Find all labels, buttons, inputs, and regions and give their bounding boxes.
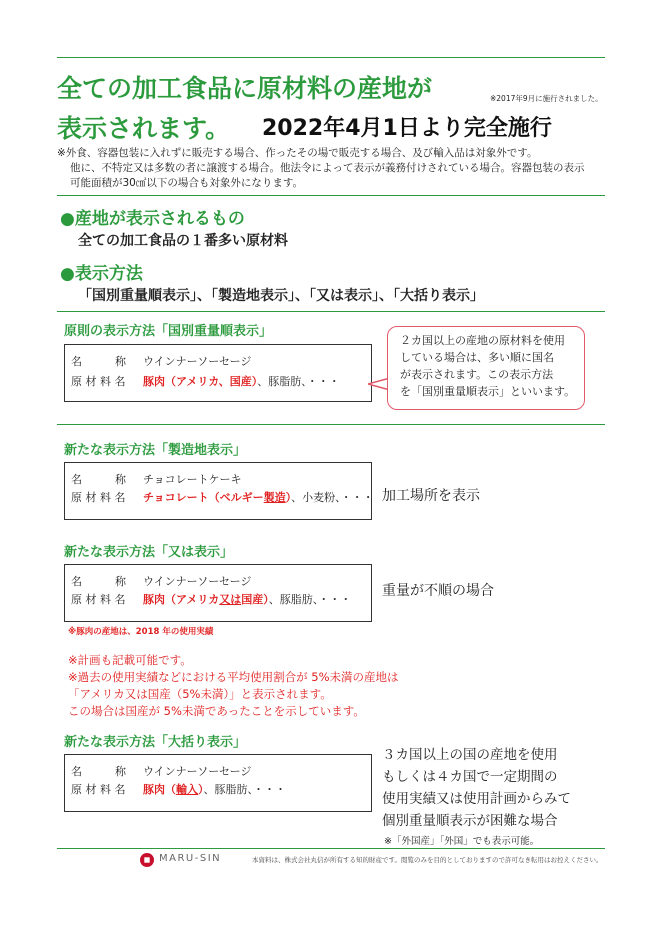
label-ingredients-caption: 原 材 料 名 [71,375,126,388]
example4-small-note: ※「外国産」「外国」でも表示可能。 [384,836,540,847]
label-ingredients-caption: 原 材 料 名 [71,491,126,504]
label-name-row [71,471,241,487]
section-method-heading: ●表示方法 [60,264,143,284]
copyright-notice: 本資料は、株式会社丸信が所有する知的財産です。閲覧のみを目的としておりますので許可なき転用はお控えください。 [252,856,603,864]
example2-note: 加工場所を表示 [382,488,480,504]
example3-label-box [64,564,372,622]
label-ingredients-row [71,591,351,607]
label-ingredients-row [71,489,374,505]
origin-highlight: 豚肉（輸入） [143,783,204,796]
label-ingredients-caption: 原 材 料 名 [71,783,126,796]
example1-heading: 原則の表示方法「国別重量順表示」 [64,324,273,339]
exclusion-line-2: 他に、不特定又は多数の者に譲渡する場合。他法令によって表示が義務付けされている場合。容器包装の表示 [70,162,585,174]
label-name-row [71,353,251,369]
label-ingredients-caption: 原 材 料 名 [71,593,126,606]
example4-label-box [64,754,372,812]
red-note-line: ※過去の使用実績などにおける平均使用割合が 5%未満の産地は [68,670,399,684]
section-divider-1 [57,311,605,312]
callout-line: している場合は、多い順に国名 [400,351,554,364]
exclusion-line-3: 可能面積が30㎠以下の場合も対象外になります。 [70,177,304,189]
section-origin-heading: ●産地が表示されるもの [60,209,245,229]
example4-note-line: 使用実績又は使用計画からみて [382,791,571,807]
label-ingredients-row [71,781,286,797]
product-name: チョコレートケーキ [143,473,242,486]
example2-heading: 新たな表示方法「製造地表示」 [64,443,247,458]
enforcement-date: 2022年4月1日より完全施行 [262,116,552,141]
ingredients-rest: 、豚脂肪、・・・ [203,783,286,796]
section-origin-body: 全ての加工食品の１番多い原材料 [78,233,288,249]
label-name-row [71,763,251,779]
origin-keyword: 輸入 [176,783,198,796]
company-logo [140,852,154,866]
label-name-caption: 名 称 [71,473,126,486]
red-note-line: この場合は国産が 5%未満であったことを示しています。 [68,704,365,718]
origin-highlight: 豚肉（アメリカ又は国産） [143,593,269,606]
callout-line: ２カ国以上の産地の原材料を使用 [400,334,565,347]
origin-highlight: チョコレート（ベルギー製造） [143,491,292,504]
red-note-line: 「アメリカ又は国産（5%未満）」と表示されます。 [68,687,332,701]
example3-note: 重量が不順の場合 [382,583,494,599]
callout-text [400,332,575,400]
label-name-caption: 名 称 [71,575,126,588]
header-divider [57,195,605,196]
callout-line: を「国別重量順表示」といいます。 [400,385,576,398]
example4-note-line: もしくは４カ国で一定期間の [382,769,558,785]
callout-box [387,326,585,410]
example4-note [382,744,571,832]
page-title-line1: 全ての加工食品に原材料の産地が [57,74,433,103]
origin-keyword: 製造 [263,491,286,504]
ingredients-rest: 、豚脂肪、・・・ [257,375,340,388]
label-ingredients-row [71,373,340,389]
product-name: ウインナーソーセージ [143,765,252,778]
page-title-line2: 表示されます。 [57,114,231,143]
example3-heading: 新たな表示方法「又は表示」 [64,545,234,560]
example4-heading: 新たな表示方法「大括り表示」 [64,735,247,750]
red-notes [68,652,399,720]
exclusion-line-1: ※外食、容器包装に入れずに販売する場合、作ったその場で販売する場合、及び輸入品は対象外です。 [57,147,538,159]
footer-divider [57,848,605,849]
example2-label-box [64,462,372,520]
ingredients-rest: 、小麦粉、・・・ [291,491,374,504]
product-name: ウインナーソーセージ [143,355,252,368]
origin-keyword: 又は [219,593,242,606]
callout-line: が表示されます。この表示方法 [400,368,554,381]
example1-label-box [64,344,372,402]
product-name: ウインナーソーセージ [143,575,252,588]
label-name-row [71,573,251,589]
ingredients-rest: 、豚脂肪、・・・ [268,593,352,606]
red-note-line: ※計画も記載可能です。 [68,653,192,667]
section-divider-2 [57,424,605,425]
company-logo-text: MARU-SIN [159,853,222,864]
label-name-caption: 名 称 [71,765,126,778]
example3-small-note: ※豚肉の産地は、2018 年の使用実績 [68,627,214,637]
origin-highlight: 豚肉（アメリカ、国産） [143,375,258,388]
example4-note-line: 個別重量順表示が困難な場合 [382,813,558,829]
enforced-note: ※2017年9月に施行されました。 [490,94,603,103]
section-method-body: 「国別重量順表示」、「製造地表示」、「又は表示」、「大括り表示」 [78,288,484,304]
example4-note-line: ３カ国以上の国の産地を使用 [382,747,558,763]
top-divider [57,57,605,58]
label-name-caption: 名 称 [71,355,126,368]
